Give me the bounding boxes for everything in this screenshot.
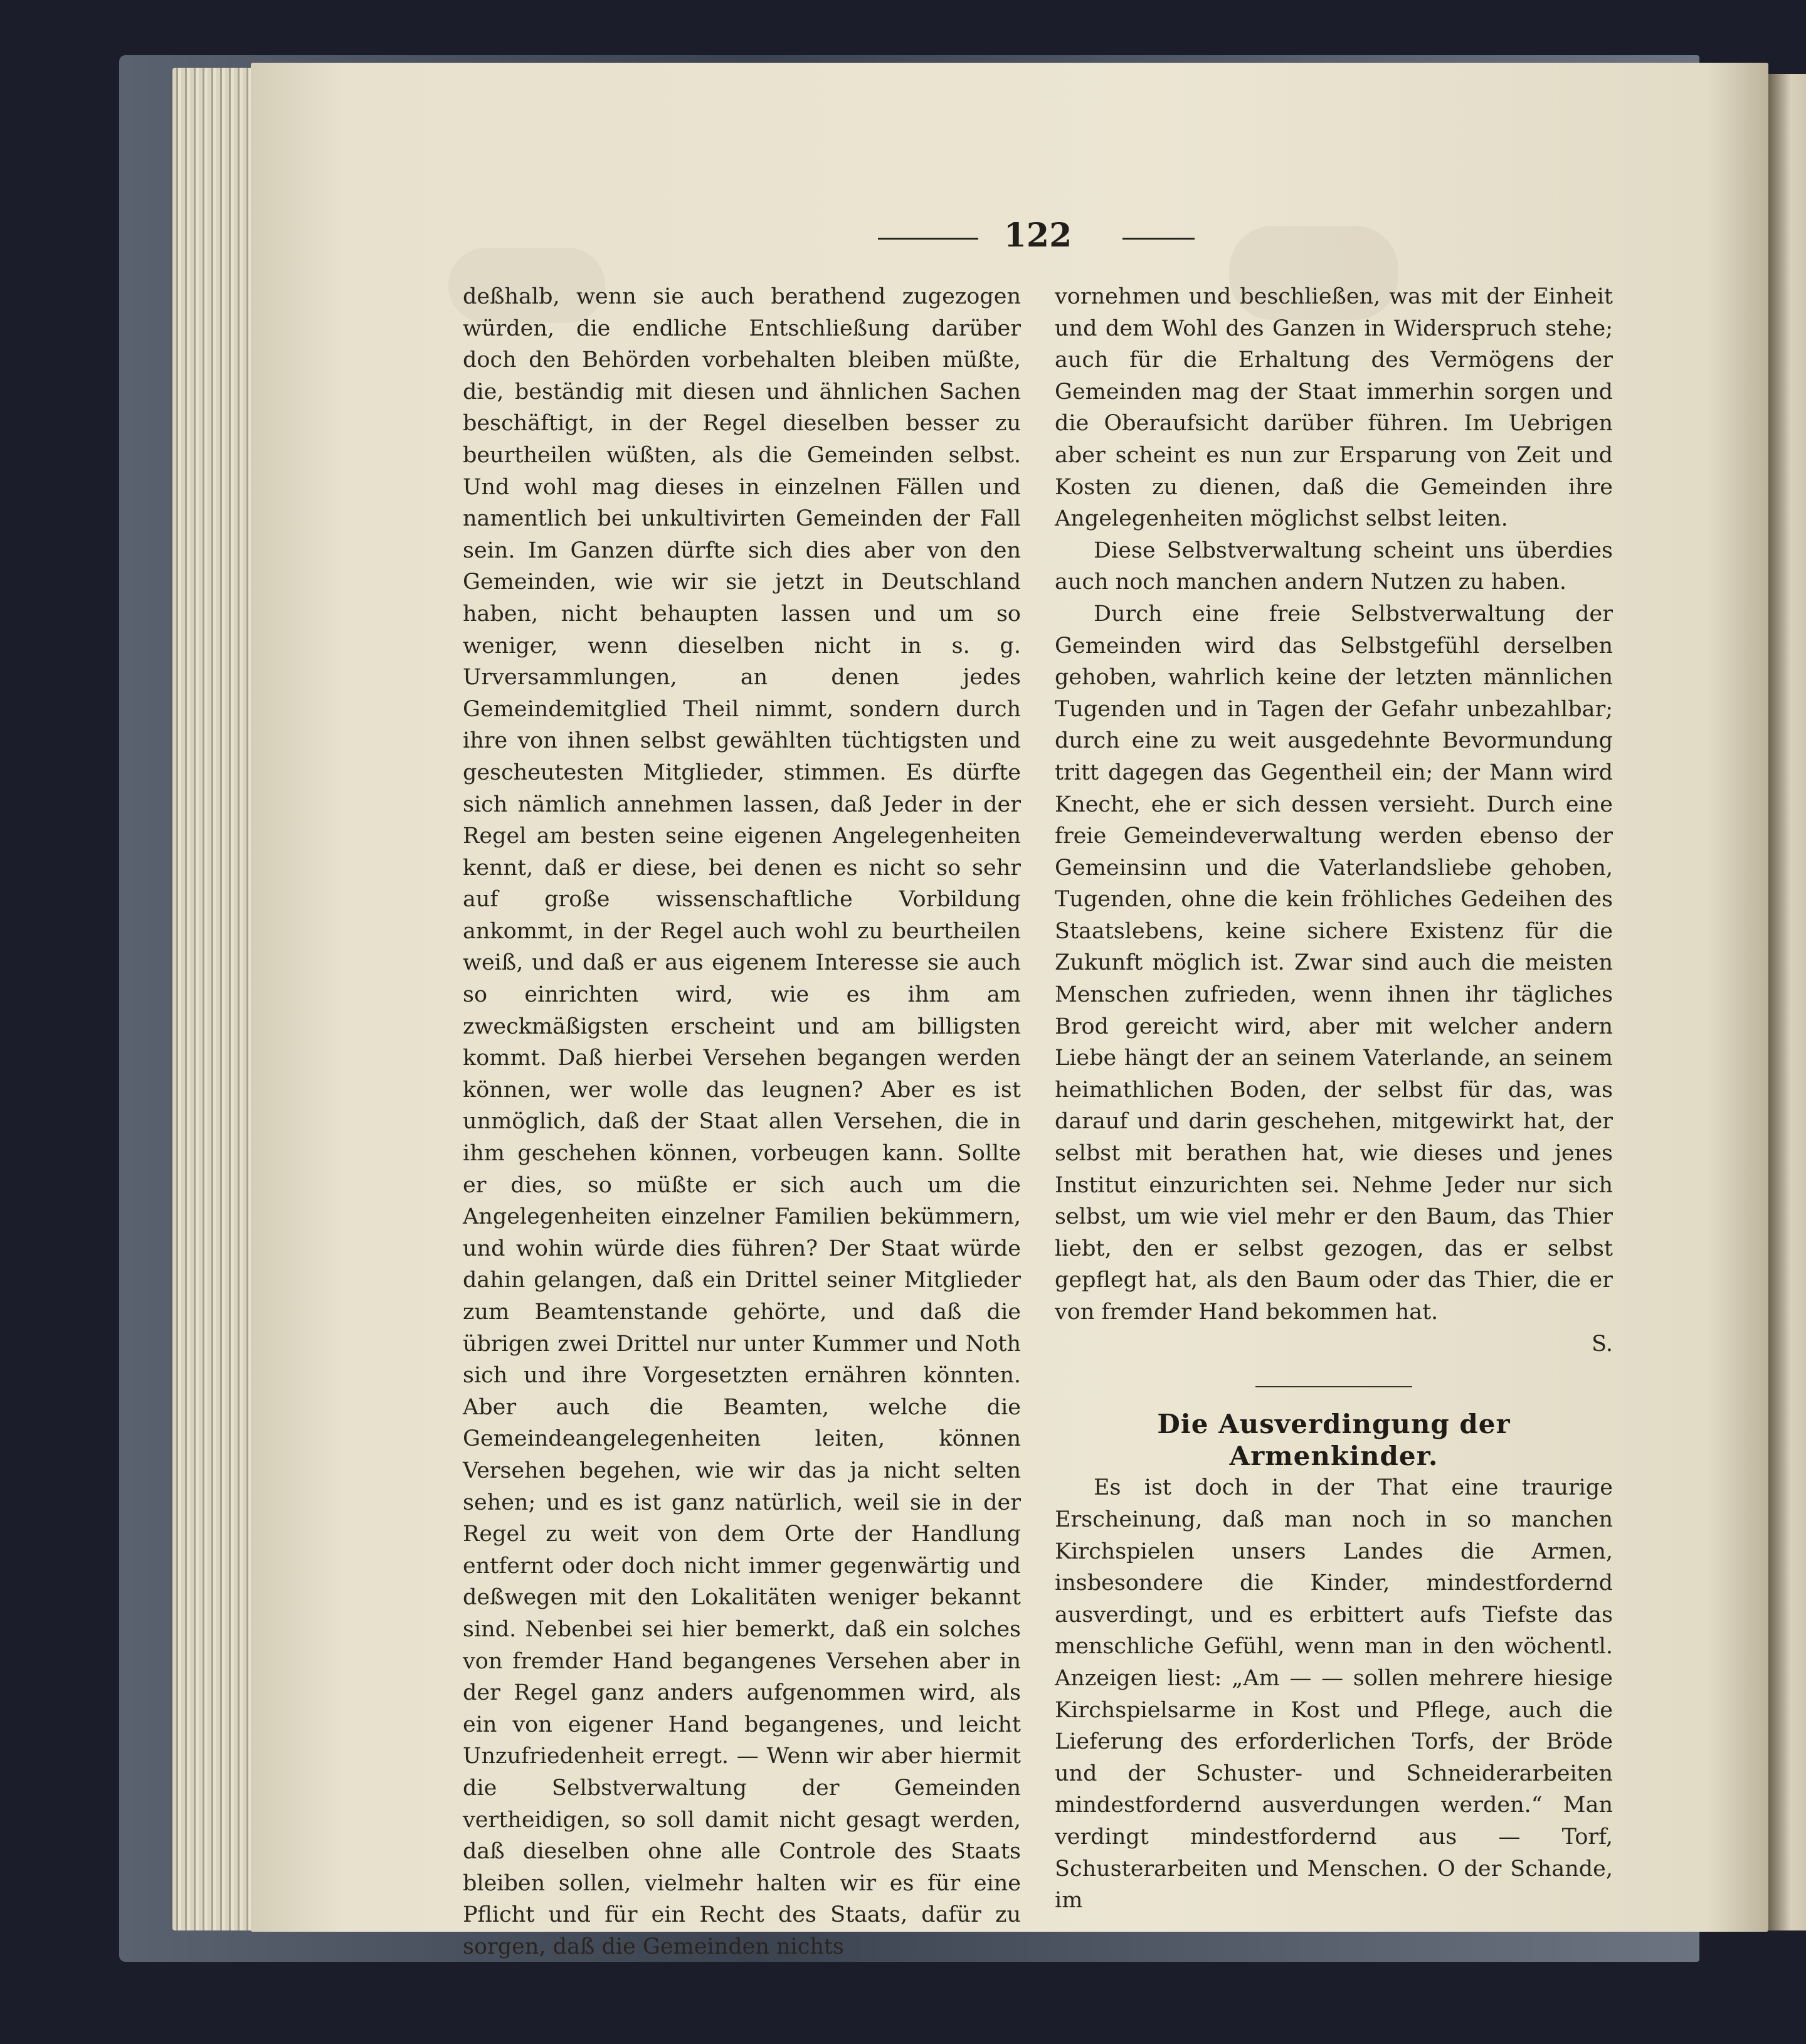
facing-page-edge [1768, 74, 1806, 1930]
header-rule-left [878, 238, 978, 240]
left-column [463, 281, 1021, 1962]
right-paragraph: vornehmen und beschließen, was mit der Einheit und dem Wohl des Ganzen in Widerspruch stehe; auch für die Erhaltung des Vermögens der Gemeinden mag der Staat immerhin sorgen und die Oberaufsicht darüber führen. Im Uebrigen aber scheint es nun zur Ersparung von Zeit und Kosten zu dienen, daß die Gemeinden ihre Angelegenheiten möglichst selbst leiten. [1055, 284, 1613, 532]
page-number: 122 [1003, 216, 1072, 255]
right-paragraph: Durch eine freie Selbstverwaltung der Gemeinden wird das Selbstgefühl derselben gehoben, wahrlich keine der letzten männlichen Tugenden und in Tagen der Gefahr unbezahlbar; durch eine zu weit ausgedehnte Bevormundung tritt dagegen das Gegentheil ein; der Mann wird Knecht, ehe er sich dessen versieht. Durch eine freie Gemeindeverwaltung werden ebenso der Gemeinsinn und die Vaterlandsliebe gehoben, Tugenden, ohne die kein fröhliches Gedeihen des Staatslebens, keine sichere Existenz für die Zukunft möglich ist. Zwar sind auch die meisten Menschen zufrieden, wenn ihnen ihr tägliches Brod gereicht wird, aber mit welcher andern Liebe hängt der an seinem Vaterlande, an seinem heimathlichen Boden, der selbst für das, was darauf und darin geschehen, mitgewirkt hat, der selbst mit berathen hat, wie dieses und jenes Institut einzurichten sei. Nehme Jeder nur sich selbst, um wie viel mehr er den Baum, das Thier liebt, den er selbst gezogen, das er selbst gepflegt hat, als den Baum oder das Thier, die er von fremder Hand bekommen hat. [1055, 601, 1613, 1325]
section-paragraph: Es ist doch in der That eine traurige Erscheinung, daß man noch in so manchen Kirchspielen unsers Landes die Armen, insbesondere die Kinder, mindestfordernd ausverdingt, und es erbittert aufs Tiefste das menschliche Gefühl, wenn man in den wöchentl. Anzeigen liest: „Am — — sollen mehrere hiesige Kirchspielsarme in Kost und Pflege, auch die Lieferung des erforderlichen Torfs, der Bröde und der Schuster- und Schneiderarbeiten mindestfordernd ausverdungen werden.“ Man verdingt mindestfordernd aus — Torf, Schusterarbeiten und Menschen. O der Schande, im [1055, 1475, 1613, 1914]
page-header [878, 216, 1198, 260]
right-column [1055, 281, 1613, 1917]
header-rule-right [1122, 238, 1195, 240]
section-title: Die Ausverdingung der Armenkinder. [1157, 1409, 1511, 1471]
left-paragraph: deßhalb, wenn sie auch berathend zugezogen würden, die endliche Entschließung darüber doch den Behörden vorbehalten bleiben müßte, die, beständig mit diesen und ähnlichen Sachen beschäftigt, in der Regel dieselben besser zu beurtheilen wüßten, als die Gemeinden selbst. Und wohl mag dieses in einzelnen Fällen und namentlich bei unkultivirten Gemeinden der Fall sein. Im Ganzen dürfte sich dies aber von den Gemeinden, wie wir sie jetzt in Deutschland haben, nicht behaupten lassen und um so weniger, wenn dieselben nicht in s. g. Urversammlungen, an denen jedes Gemeindemitglied Theil nimmt, sondern durch ihre von ihnen selbst gewählten tüchtigsten und gescheutesten Mitglieder, stimmen. Es dürfte sich nämlich annehmen lassen, daß Jeder in der Regel am besten seine eigenen Angelegenheiten kennt, daß er diese, bei denen es nicht so sehr auf große wissenschaftliche Vorbildung ankommt, in der Regel auch wohl zu beurtheilen weiß, und daß er aus eigenem Interesse sie auch so einrichten wird, wie es ihm am zweckmäßigsten erscheint und am billigsten kommt. Daß hierbei Versehen begangen werden können, wer wolle das leugnen? Aber es ist unmöglich, daß der Staat allen Versehen, die in ihm geschehen können, vorbeugen kann. Sollte er dies, so müßte er sich auch um die Angelegenheiten einzelner Familien bekümmern, und wohin würde dies führen? Der Staat würde dahin gelangen, daß ein Drittel seiner Mitglieder zum Beamtenstande gehörte, und daß die übrigen zwei Drittel nur unter Kummer und Noth sich und ihre Vorgesetzten ernähren könnten. Aber auch die Beamten, welche die Gemeindeangelegenheiten leiten, können Versehen begehen, wie wir das ja nicht selten sehen; und es ist ganz natürlich, weil sie in der Regel zu weit von dem Orte der Handlung entfernt oder doch nicht immer gegenwärtig und deßwegen mit den Lokalitäten weniger bekannt sind. Nebenbei sei hier bemerkt, daß ein solches von fremder Hand begangenes Versehen aber in der Regel ganz anders aufgenommen wird, als ein von eigener Hand begangenes, und leicht Unzufriedenheit erregt. — Wenn wir aber hiermit die Selbstverwaltung der Gemeinden vertheidigen, so soll damit nicht gesagt werden, daß dieselben ohne alle Controle des Staats bleiben sollen, vielmehr halten wir es für eine Pflicht und für ein Recht des Staats, dafür zu sorgen, daß die Gemeinden nichts [463, 284, 1021, 1959]
section-divider [1255, 1386, 1412, 1387]
right-paragraph: Diese Selbstverwaltung scheint uns überdies auch noch manchen andern Nutzen zu haben. [1055, 537, 1613, 595]
page-edges [172, 68, 260, 1930]
author-signature: S. [1592, 1331, 1613, 1357]
